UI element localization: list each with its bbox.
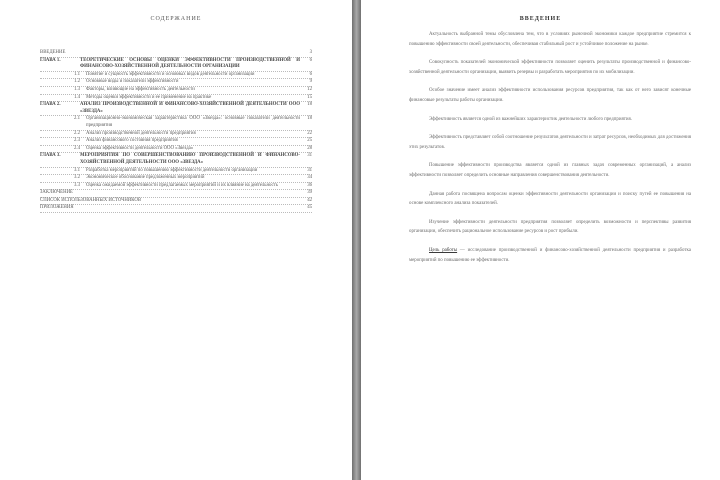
- toc-entry: [40, 198, 312, 206]
- toc-section-number: 2.1: [74, 116, 80, 122]
- toc-entry-title: Разработка мероприятий по повышению эффективности деятельности организации: [86, 167, 258, 173]
- body-paragraph: [409, 218, 691, 237]
- toc-entry-title: Факторы, влияющие на эффективность деятельности: [86, 86, 195, 92]
- toc-chapter-label: ГЛАВА 3.: [40, 153, 61, 159]
- toc-section-number: 2.3: [74, 138, 80, 144]
- table-of-contents: [40, 50, 312, 213]
- toc-section-number: 3.2: [74, 175, 80, 181]
- toc-page-number: 28: [307, 145, 312, 151]
- toc-entry-title: Методы оценки эффективности и ее применение на практике: [86, 94, 212, 100]
- toc-section-number: 1.4: [74, 94, 80, 100]
- toc-page-number: 39: [307, 190, 312, 196]
- toc-entry: [40, 153, 312, 167]
- body-paragraph: [409, 190, 691, 209]
- toc-page-number: 34: [307, 175, 312, 181]
- toc-entry: [40, 116, 312, 130]
- toc-chapter-label: ГЛАВА 2.: [40, 102, 61, 108]
- toc-page-number: 45: [307, 205, 312, 211]
- toc-entry-title: Анализ финансового состояния предприятия: [86, 138, 178, 144]
- toc-page-number: 18: [307, 116, 312, 122]
- toc-section-number: 3.1: [74, 167, 80, 173]
- toc-section-number: 2.4: [74, 145, 80, 151]
- body-paragraph: [409, 246, 691, 265]
- body-paragraph: [409, 58, 691, 77]
- toc-section-number: 1.2: [74, 79, 80, 85]
- toc-page-number: 36: [307, 182, 312, 188]
- toc-page-number: 3: [309, 50, 312, 55]
- toc-page-number: 18: [307, 102, 312, 108]
- body-paragraph: [409, 161, 691, 180]
- toc-entry-title: АНАЛИЗ ПРОИЗВОДСТВЕННОЙ И ФИНАНСОВО-ХОЗЯЙСТВЕННОЙ ДЕЯТЕЛЬНОСТИ ООО «ЗВЕЗДА»: [80, 102, 300, 114]
- toc-entry: [40, 131, 312, 139]
- toc-page-number: 6: [309, 71, 312, 77]
- page-gutter: [352, 0, 361, 480]
- paragraph-text: Данная работа посвящена вопросам оценки эффективности деятельности организации и поиску путей ее повышения на основе комплексного анализа показателей.: [409, 191, 691, 207]
- paragraph-text: Изучение эффективности деятельности предприятия позволяет определить возможности и перспективы развития организации, обеспечить рациональное использование ресурсов и рост прибыли.: [409, 219, 691, 235]
- toc-entry: [40, 168, 312, 176]
- paragraph-text: Особое значение имеет анализ эффективности использования ресурсов предприятия, так как от него зависят конечные финансовые результаты работы организации.: [409, 88, 691, 103]
- toc-entry: [40, 175, 312, 183]
- toc-section-number: 2.2: [74, 130, 80, 136]
- toc-page-number: 25: [307, 138, 312, 144]
- toc-entry-title: ЗАКЛЮЧЕНИЕ: [40, 190, 73, 196]
- toc-entry: [40, 102, 312, 116]
- toc-entry-title: Экономическое обоснование предложенных мероприятий: [86, 175, 205, 181]
- introduction-body: [409, 30, 691, 274]
- toc-entry: [40, 87, 312, 95]
- toc-entry-title: МЕРОПРИЯТИЯ ПО СОВЕРШЕНСТВОВАНИЮ ПРОИЗВОДСТВЕННОЙ И ФИНАНСОВО-ХОЗЯЙСТВЕННОЙ ДЕЯТЕЛЬНОСТИ ООО «ЗВЕЗДА»: [80, 153, 300, 165]
- paragraph-text: Совокупность показателей экономической эффективности позволяет оценить результаты производственной и финансово-хозяйственной деятельности организации, выявить резервы и разработать мероприятия по их мобилизации.: [409, 60, 691, 75]
- toc-chapter-label: ГЛАВА 1.: [40, 57, 61, 63]
- toc-entry: [40, 50, 312, 58]
- toc-page-number: 42: [307, 197, 312, 203]
- toc-entry-title: Оценка эффективности деятельности ООО «Звезда»: [86, 145, 194, 151]
- toc-entry: [40, 205, 312, 213]
- toc-entry: [40, 58, 312, 72]
- toc-section-number: 1.3: [74, 86, 80, 92]
- paragraph-text: Повышение эффективности производства является одной из главных задач современных организаций, а анализ эффективности позволяет определить основные направления совершенствования деятельности.: [409, 163, 691, 178]
- toc-entry: [40, 183, 312, 191]
- toc-section-number: 1.1: [74, 71, 80, 77]
- toc-entry-title: СПИСОК ИСПОЛЬЗОВАННЫХ ИСТОЧНИКОВ: [40, 197, 142, 203]
- toc-page-number: 6: [309, 57, 312, 63]
- paragraph-text: Эффективность представляет собой соотношение результатов деятельности и затрат ресурсов, необходимых для достижения этих результатов.: [409, 135, 691, 150]
- toc-entry-title: Организационно-экономическая характеристика ООО «Звезда»: основные показатели деятельности предприятия: [86, 116, 300, 128]
- toc-page-number: 9: [309, 79, 312, 85]
- toc-entry: [40, 138, 312, 146]
- body-paragraph: [409, 115, 691, 125]
- body-paragraph: [409, 86, 691, 105]
- toc-heading: СОДЕРЖАНИЕ: [150, 16, 202, 22]
- toc-entry-title: Основные виды и показатели эффективности: [86, 79, 179, 85]
- body-paragraph: [409, 133, 691, 152]
- toc-entry-title: ВВЕДЕНИЕ: [40, 50, 66, 55]
- introduction-heading: ВВЕДЕНИЕ: [519, 16, 562, 22]
- paragraph-text: — исследование производственной и финансово-хозяйственной деятельности предприятия и разработка мероприятий по повышению ее эффективности.: [409, 247, 691, 263]
- toc-page-number: 15: [307, 94, 312, 100]
- toc-entry: [40, 79, 312, 87]
- toc-entry-title: Анализ производственной деятельности предприятия: [86, 130, 196, 136]
- paragraph-text: Актуальность выбранной темы обусловлена тем, что в условиях рыночной экономики каждое предприятие стремится к повышению эффективности своей деятельности, обеспечивая стабильный рост и устойчивое положение на рынке.: [409, 32, 691, 47]
- toc-entry: [40, 190, 312, 198]
- toc-page-number: 31: [307, 167, 312, 173]
- paragraph-text: Эффективность является одной из важнейших характеристик деятельности любого предприятия.: [429, 116, 632, 122]
- toc-entry-title: Понятие и сущность эффективности и основных видов деятельности организации: [86, 71, 255, 77]
- toc-entry: [40, 72, 312, 80]
- toc-page-number: 12: [307, 86, 312, 92]
- toc-section-number: 3.3: [74, 182, 80, 188]
- toc-page: [0, 0, 352, 480]
- introduction-page: [361, 0, 720, 480]
- paragraph-lead: Цель работы: [429, 247, 458, 253]
- toc-page-number: 31: [307, 153, 312, 159]
- toc-entry-title: ТЕОРЕТИЧЕСКИЕ ОСНОВЫ ОЦЕНКИ ЭФФЕКТИВНОСТИ ПРОИЗВОДСТВЕННОЙ И ФИНАНСОВО-ХОЗЯЙСТВЕННОЙ ДЕЯТЕЛЬНОСТИ ОРГАНИЗАЦИИ: [80, 57, 300, 70]
- toc-entry-title: Оценка ожидаемой эффективности предлагаемых мероприятий и их влияние на деятельность: [86, 182, 278, 188]
- toc-entry-title: ПРИЛОЖЕНИЯ: [40, 205, 74, 211]
- body-paragraph: [409, 30, 691, 49]
- toc-page-number: 22: [307, 130, 312, 136]
